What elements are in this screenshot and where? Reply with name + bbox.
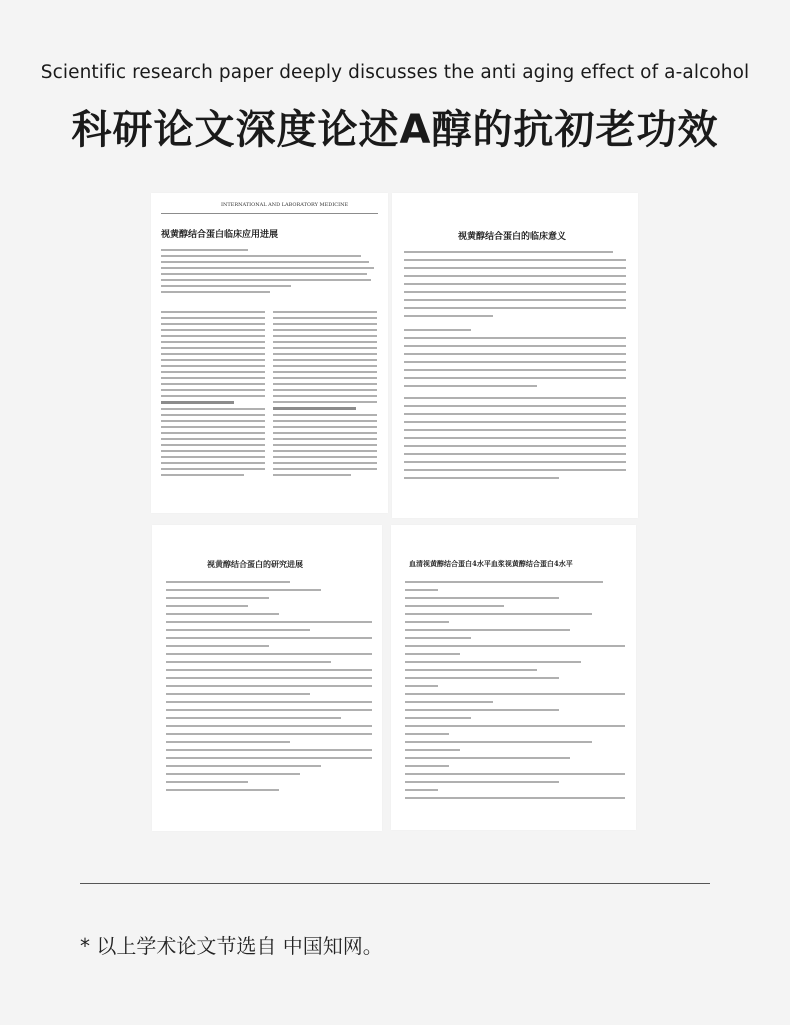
paper-scan-4: [391, 525, 636, 830]
paper-scan-3: [152, 525, 382, 831]
paper-scan-2: [392, 193, 638, 518]
paper-title: 视黄醇结合蛋白的研究进展: [207, 559, 303, 569]
journal-header: INTERNATIONAL AND LABORATORY MEDICINE: [221, 202, 349, 208]
paper-title: 血清视黄醇结合蛋白4水平血浆视黄醇结合蛋白4水平: [409, 559, 573, 568]
paper-title: 视黄醇结合蛋白临床应用进展: [161, 230, 279, 240]
divider: [80, 883, 710, 884]
paper-title: 视黄醇结合蛋白的临床意义: [458, 232, 567, 242]
source-footnote: * 以上学术论文节选自 中国知网。: [80, 934, 383, 958]
subtitle-en: Scientific research paper deeply discusses the anti aging effect of a-alcohol: [40, 62, 750, 83]
page-title: 科研论文深度论述A醇的抗初老功效: [71, 107, 719, 153]
paper-scan-1: [151, 193, 388, 513]
